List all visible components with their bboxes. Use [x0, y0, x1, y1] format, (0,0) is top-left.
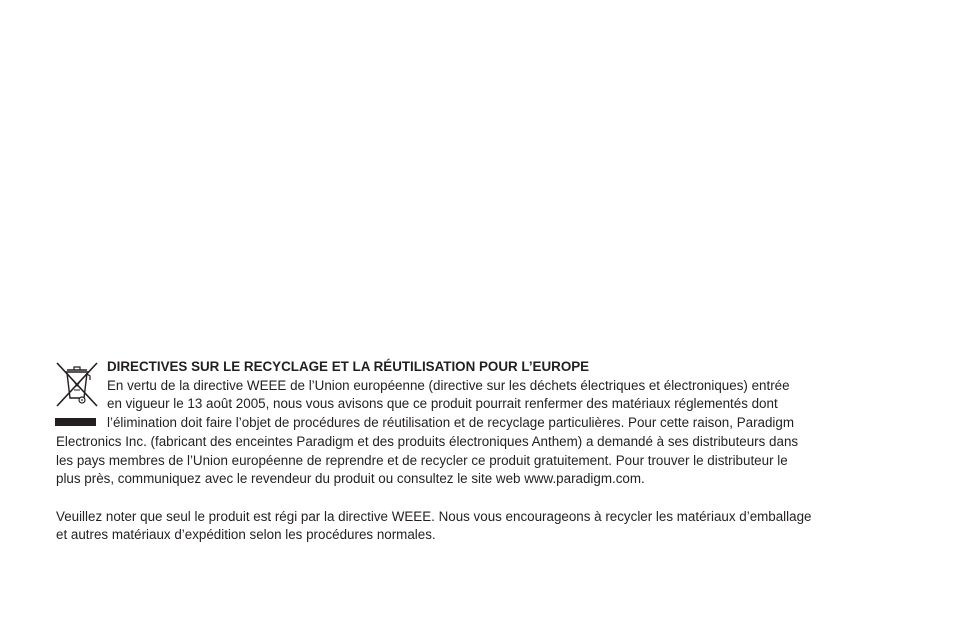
- weee-notice: [56, 358, 886, 545]
- paragraph-packaging-note: [56, 508, 886, 545]
- weee-black-bar: [55, 418, 96, 426]
- paragraph1-line: En vertu de la directive WEEE de l’Union européenne (directive sur les déchets électriques et électroniques) entrée: [107, 377, 790, 393]
- paragraph1-line: l’élimination doit faire l’objet de procédures de réutilisation et de recyclage particulières. Pour cette raison, Paradigm: [107, 415, 795, 431]
- notice-heading: DIRECTIVES SUR LE RECYCLAGE ET LA RÉUTILISATION POUR L’EUROPE: [107, 359, 590, 374]
- paragraph2-line: Veuillez noter que seul le produit est régi par la directive WEEE. Nous vous encourageons à recycler les matériaux d’emballage: [56, 508, 812, 524]
- weee-crossed-out-bin-icon: [55, 360, 99, 432]
- wheelie-bin-icon: [55, 360, 99, 410]
- paragraph-weee-directive: [56, 377, 886, 489]
- paragraph2-line: et autres matériaux d’expédition selon les procédures normales.: [56, 527, 436, 543]
- paragraph1-line: en vigueur le 13 août 2005, nous vous avisons que ce produit pourrait renfermer des matériaux réglementés dont: [107, 396, 778, 412]
- paragraph1-line: les pays membres de l’Union européenne de reprendre et de recycler ce produit gratuitement. Pour trouver le distributeur le: [56, 452, 788, 468]
- paragraph1-line: Electronics Inc. (fabricant des enceintes Paradigm et des produits électroniques Anthem) a demandé à ses distributeurs dans: [56, 433, 799, 449]
- paragraph1-line: plus près, communiquez avec le revendeur du produit ou consultez le site web www.paradigm.com.: [56, 471, 645, 487]
